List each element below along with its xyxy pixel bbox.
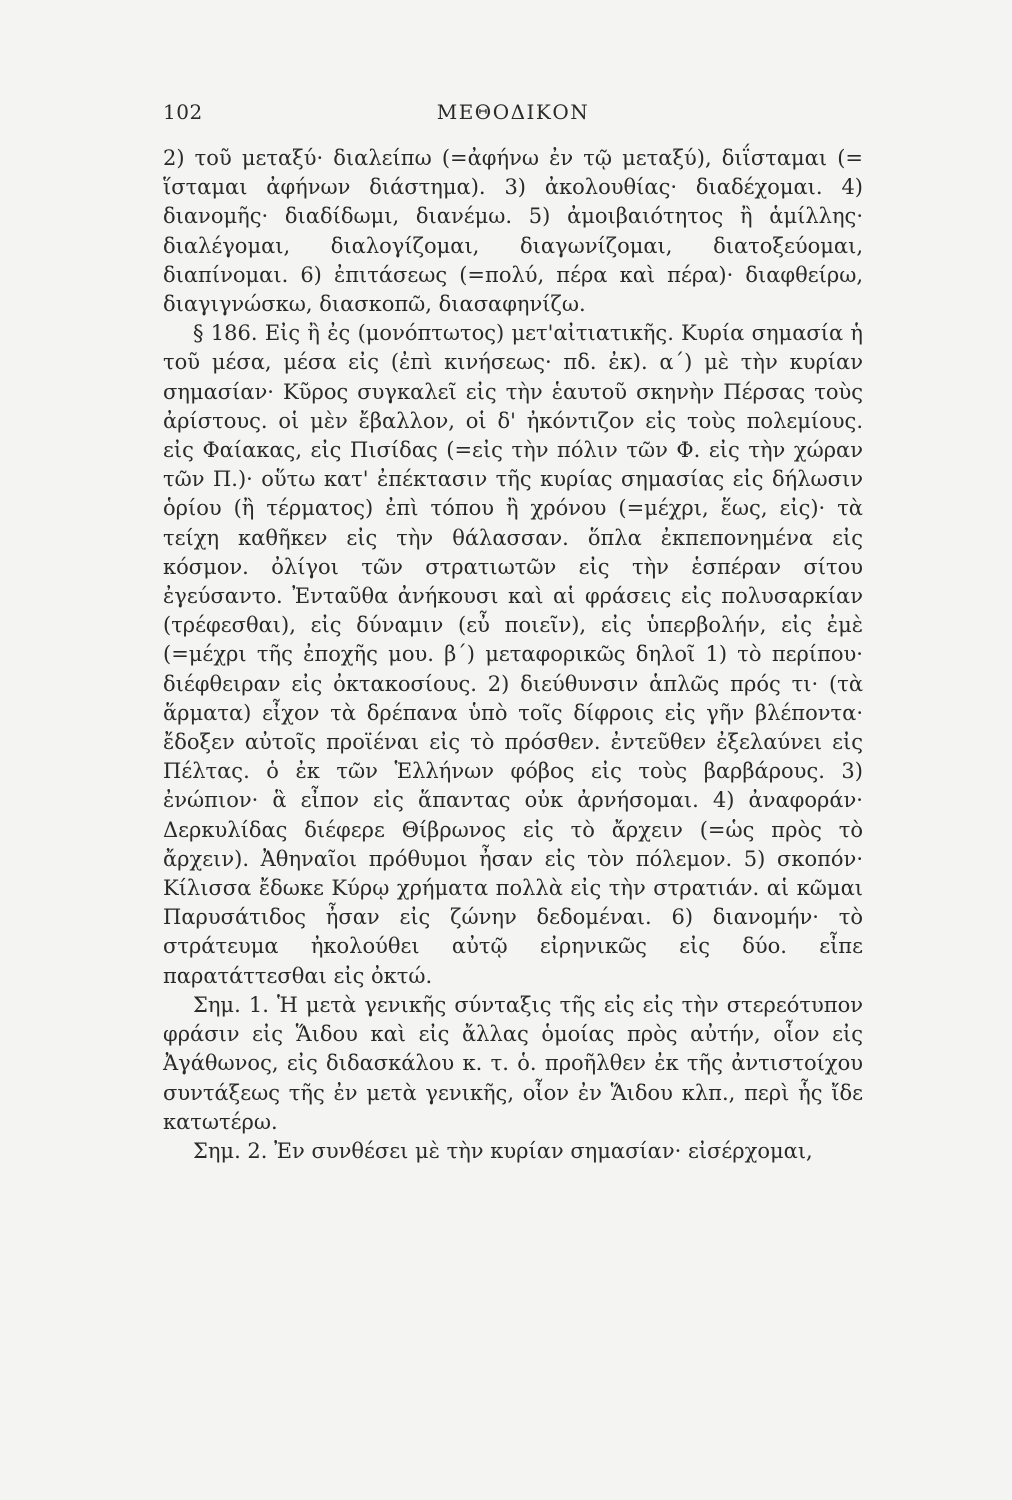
paragraph-prefix-dia: 2) τοῦ μεταξύ· διαλείπω (=ἀφήνω ἐν τῷ μεταξύ), διΐσταμαι (= ἵσταμαι ἀφήνων διάστημα). 3) ἀκολουθίας· διαδέχομαι. 4) διανομῆς· διαδίδωμι, διανέμω. 5) ἀμοιβαιότητος ἢ ἁμίλλης· διαλέγομαι, διαλογίζομαι, διαγωνίζομαι, διατοξεύομαι, διαπίνομαι. 6) ἐπιτάσεως (=πολύ, πέρα καὶ πέρα)· διαφθείρω, διαγιγνώσκω, διασκοπῶ, διασαφηνίζω. <box>163 146 863 317</box>
page-number: 102 <box>163 100 203 124</box>
running-title: ΜΕΘΟΔΙΚΟΝ <box>436 100 590 124</box>
page-body <box>163 144 863 1166</box>
paragraph-section-186: § 186. Εἰς ἢ ἐς (μονόπτωτος) μετ'αἰτιατικῆς. Κυρία σημασία ἡ τοῦ μέσα, μέσα εἰς (ἐπὶ κινήσεως· πδ. ἐκ). α΄) μὲ τὴν κυρίαν σημασίαν· Κῦρος συγκαλεῖ εἰς τὴν ἑαυτοῦ σκηνὴν Πέρσας τοὺς ἀρίστους. οἱ μὲν ἔβαλλον, οἱ δ' ἠκόντιζον εἰς τοὺς πολεμίους. εἰς Φαίακας, εἰς Πισίδας (=εἰς τὴν πόλιν τῶν Φ. εἰς τὴν χώραν τῶν Π.)· οὕτω κατ' ἐπέκτασιν τῆς κυρίας σημασίας εἰς δήλωσιν ὁρίου (ἢ τέρματος) ἐπὶ τόπου ἢ χρόνου (=μέχρι, ἕως, εἰς)· τὰ τείχη καθῆκεν εἰς τὴν θάλασσαν. ὅπλα ἐκπεπονημένα εἰς κόσμον. ὀλίγοι τῶν στρατιωτῶν εἰς τὴν ἑσπέραν σίτου ἐγεύσαντο. Ἐνταῦθα ἀνήκουσι καὶ αἱ φράσεις εἰς πολυσαρκίαν (τρέφεσθαι), εἰς δύναμιν (εὖ ποιεῖν), εἰς ὑπερβολήν, εἰς ἐμὲ (=μέχρι τῆς ἐποχῆς μου. β΄) μεταφορικῶς δηλοῖ 1) τὸ περίπου· διέφθειραν εἰς ὀκτακοσίους. 2) διεύθυνσιν ἁπλῶς πρός τι· (τὰ ἅρματα) εἶχον τὰ δρέπανα ὑπὸ τοῖς δίφροις εἰς γῆν βλέποντα· ἔδοξεν αὐτοῖς προϊέναι εἰς τὸ πρόσθεν. ἐντεῦθεν ἐξελαύνει εἰς Πέλτας. ὁ ἐκ τῶν Ἑλλήνων φόβος εἰς τοὺς βαρβάρους. 3) ἐνώπιον· ἃ εἶπον εἰς ἅπαντας οὐκ ἀρνήσομαι. 4) ἀναφοράν· Δερκυλίδας διέφερε Θίβρωνος εἰς τὸ ἄρχειν (=ὡς πρὸς τὸ ἄρχειν). Ἀθηναῖοι πρόθυμοι ἦσαν εἰς τὸν πόλεμον. 5) σκοπόν· Κίλισσα ἔδωκε Κύρῳ χρήματα πολλὰ εἰς τὴν στρατιάν. αἱ κῶμαι Παρυσάτιδος ἦσαν εἰς ζώνην δεδομέναι. 6) διανομήν· τὸ στράτευμα ἠκολούθει αὐτῷ εἰρηνικῶς εἰς δύο. εἶπε παρατάττεσθαι εἰς ὀκτώ. <box>163 321 863 988</box>
paragraph-note-2: Σημ. 2. Ἐν συνθέσει μὲ τὴν κυρίαν σημασίαν· εἰσέρχομαι, <box>193 1138 813 1163</box>
paragraph-note-1: Σημ. 1. Ἡ μετὰ γενικῆς σύνταξις τῆς εἰς εἰς τὴν στερεότυπον φράσιν εἰς Ἅιδου καὶ εἰς ἄλλας ὁμοίας πρὸς αὐτήν, οἷον εἰς Ἀγάθωνος, εἰς διδασκάλου κ. τ. ὁ. προῆλθεν ἐκ τῆς ἀντιστοίχου συντάξεως τῆς ἐν μετὰ γενικῆς, οἷον ἐν Ἅιδου κλπ., περὶ ἧς ἴδε κατωτέρω. <box>163 992 863 1134</box>
page-header <box>163 100 863 136</box>
